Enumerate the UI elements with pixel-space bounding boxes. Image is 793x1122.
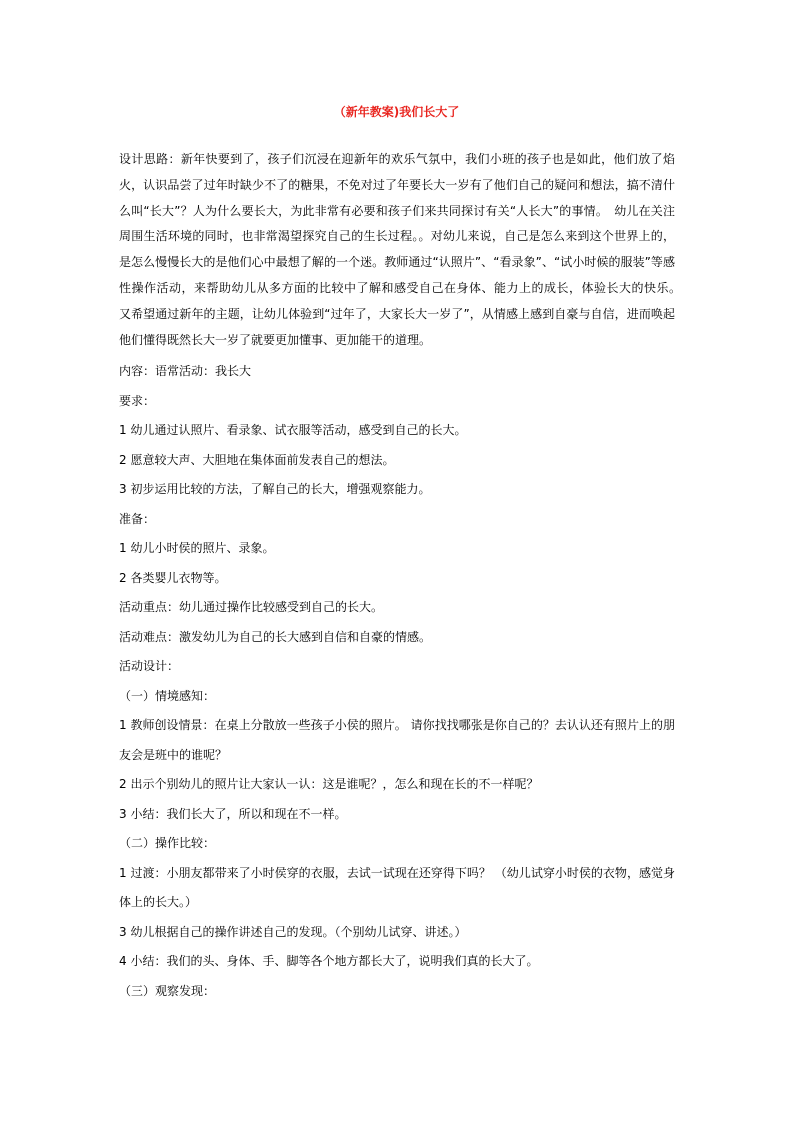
- requirement-item: 2 愿意较大声、大胆地在集体面前发表自己的想法。: [119, 452, 395, 467]
- requirement-item: 1 幼儿通过认照片、看录象、试衣服等活动，感受到自己的长大。: [119, 423, 467, 438]
- key-point-line: 活动重点：幼儿通过操作比较感受到自己的长大。: [119, 600, 384, 615]
- activity-design-heading: 活动设计：: [119, 659, 180, 674]
- document-title: （新年教案)我们长大了: [333, 105, 460, 119]
- activity-step: 2 出示个别幼儿的照片让大家认一认：这是谁呢？，怎么和现在长的不一样呢？: [119, 777, 539, 792]
- preparation-item: 2 各类婴儿衣物等。: [119, 570, 227, 585]
- difficulty-line: 活动难点：激发幼儿为自己的长大感到自信和自豪的情感。: [119, 629, 432, 644]
- requirements-heading: 要求：: [119, 393, 156, 408]
- design-rationale-paragraph: 设计思路：新年快要到了，孩子们沉浸在迎新年的欢乐气氛中，我们小班的孩子也是如此，他们放了焰火，认识品尝了过年时缺少不了的糖果，不免对过了年要长大一岁有了他们自己的疑问和想法，搞不清什么叫“长大”？人为什么要长大，为此非常有必要和孩子们来共同探讨有关“人长大”的事情。 幼儿在关注周围生活环境的同时，也非常渴望探究自己的生长过程。。对幼儿来说，自己是怎么来到这个世界上的，是怎么慢慢长大的是他们心中最想了解的一个迷。教师通过“认照片”、“看录象”、“试小时候的服装”等感性操作活动，来帮助幼儿从多方面的比较中了解和感受自己在身体、能力上的成长，体验长大的快乐。 又希望通过新年的主题，让幼儿体验到“过年了，大家长大一岁了”，从情感上感到自豪与自信，进而唤起他们懂得既然长大一岁了就要更加懂事、更加能干的道理。: [119, 152, 688, 347]
- section-heading: （三）观察发现：: [119, 983, 216, 998]
- section-heading: （二）操作比较：: [119, 836, 216, 851]
- preparation-heading: 准备：: [119, 511, 156, 526]
- section-heading: （一）情境感知：: [119, 688, 216, 703]
- activity-step: 4 小结：我们的头、身体、手、脚等各个地方都长大了，说明我们真的长大了。: [119, 954, 539, 969]
- activity-step: 3 幼儿根据自己的操作讲述自己的发现。（个别幼儿试穿、讲述。）: [119, 924, 467, 939]
- activity-step: 1 教师创设情景：在桌上分散放一些孩子小侯的照片。 请你找找哪张是你自己的？去认认还有照片上的朋友会是班中的谁呢？: [119, 718, 675, 762]
- content-line: 内容：语常活动：我长大: [119, 364, 252, 379]
- preparation-item: 1 幼儿小时侯的照片、录象。: [119, 541, 275, 556]
- requirement-item: 3 初步运用比较的方法，了解自己的长大，增强观察能力。: [119, 482, 431, 497]
- activity-step: 3 小结：我们长大了，所以和现在不一样。: [119, 806, 347, 821]
- document-body: [119, 147, 688, 1006]
- activity-step: 1 过渡：小朋友都带来了小时侯穿的衣服，去试一试现在还穿得下吗？ （幼儿试穿小时侯的衣物，感觉身体上的长大。）: [119, 865, 675, 910]
